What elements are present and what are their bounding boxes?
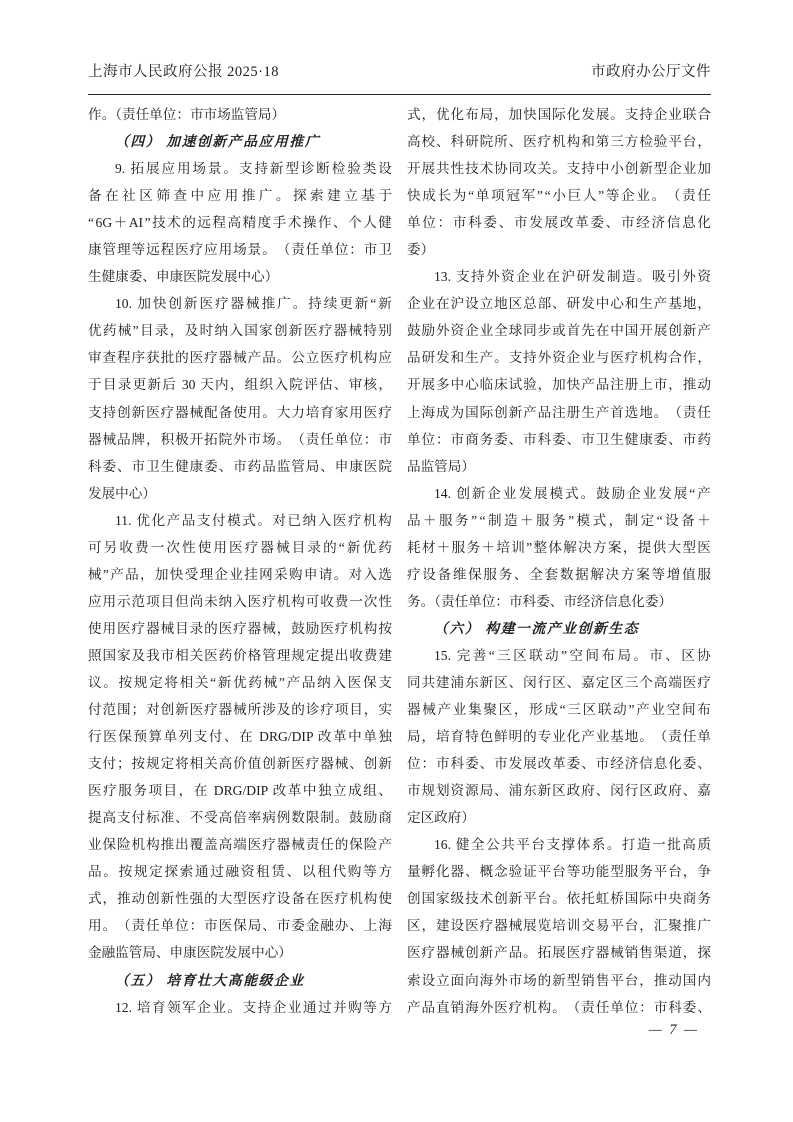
text-line: 务。（责任单位：市科委、市经济信息化委） (407, 593, 673, 609)
text-line: 品 。 按 规 定 探 索 通 过 融 资 租 赁 、 以 租 代 购 等 方 (88, 864, 392, 880)
text-line: 位 ： 市 科 委 、 市 发 展 改 革 委 、 市 经 济 信 息 化 委 、 (407, 756, 711, 772)
page-number: — 7 — (648, 1022, 699, 1038)
text-line: 9. 拓 展 应 用 场 景 。 支 持 新 型 诊 断 检 验 类 设 (115, 161, 392, 177)
text-line: 15. 完 善 “ 三 区 联 动 ” 空 间 布 局 。 市 、 区 协 (434, 647, 711, 663)
text-line: 付 范 围 ； 对 创 新 医 疗 器 械 所 涉 及 的 诊 疗 项 目 ， 实 (88, 702, 392, 718)
text-line: 单 位 ： 市 商 务 委 、 市 科 委 、 市 卫 生 健 康 委 、 市 药 (407, 431, 711, 447)
text-line: 高 校 、 科 研 院 所 、 医 疗 机 构 和 第 三 方 检 验 平 台 ， (407, 134, 711, 150)
text-line: 优 药 械 ” 目 录 ， 及 时 纳 入 国 家 创 新 医 疗 器 械 特 别 (88, 323, 392, 339)
text-line: 同 共 建 浦 东 新 区 、 闵 行 区 、 嘉 定 区 三 个 高 端 医 疗 (407, 674, 711, 690)
text-line: 行 医 保 预 算 单 列 支 付 、 在 DRG/DIP 改 革 中 单 独 (88, 729, 392, 745)
text-line: 式 ， 推 动 创 新 性 强 的 大 型 医 疗 设 备 在 医 疗 机 构 使 (88, 891, 392, 907)
text-line: 器 械 产 业 集 聚 区 ， 形 成 “ 三 区 联 动 ” 产 业 空 间 布 (407, 702, 711, 718)
header-rule (88, 94, 711, 95)
text-line: 创 国 家 级 技 术 创 新 平 台 。 依 托 虹 桥 国 际 中 央 商 务 (407, 891, 711, 907)
text-line: 支 付 ； 按 规 定 将 相 关 高 价 值 创 新 医 疗 器 械 、 创 新 (88, 756, 392, 772)
text-line: 单 位 ： 市 科 委 、 市 发 展 改 革 委 、 市 经 济 信 息 化 (407, 215, 711, 231)
text-line: 式 ， 优 化 布 局 ， 加 快 国 际 化 发 展 。 支 持 企 业 联 合 (407, 107, 711, 122)
text-line: 品 ＋ 服 务 ” “ 制 造 ＋ 服 务 ” 模 式 ， 制 定 “ 设 备 ＋ (407, 512, 711, 528)
subsection-heading: （六） 构建一流产业创新生态 (434, 620, 640, 636)
text-line: 产 品 直 销 海 外 医 疗 机 构 。 （ 责 任 单 位 ： 市 科 委 、 (407, 999, 711, 1015)
text-line: 市 规 划 资 源 局 、 浦 东 新 区 政 府 、 闵 行 区 政 府 、 嘉 (407, 783, 711, 799)
text-line: 开 展 共 性 技 术 协 同 攻 关 。 支 持 中 小 创 新 型 企 业 加 (407, 161, 711, 177)
text-line: 金融监管局、申康医院发展中心） (88, 945, 292, 961)
text-line: 科 委 、 市 卫 生 健 康 委 、 市 药 品 监 管 局 、 申 康 医 院 (88, 458, 392, 474)
subsection-heading: （五） 培育壮大高能级企业 (115, 972, 305, 988)
text-line: 审 查 程 序 获 批 的 医 疗 器 械 产 品 。 公 立 医 疗 机 构 应 (88, 350, 392, 366)
right-column (407, 101, 711, 1021)
document-body (88, 101, 711, 1021)
text-line: 作。（责任单位：市市场监管局） (88, 107, 286, 122)
text-line: 13. 支 持 外 资 企 业 在 沪 研 发 制 造 。 吸 引 外 资 (434, 269, 711, 285)
text-line: 区 ， 建 设 医 疗 器 械 展 览 培 训 交 易 平 台 ， 汇 聚 推 广 (407, 918, 711, 934)
text-line: 应 用 示 范 项 目 但 尚 未 纳 入 医 疗 机 构 可 收 费 一 次 性 (88, 593, 392, 609)
text-line: 开 展 多 中 心 临 床 试 验 ， 加 快 产 品 注 册 上 市 ， 推 动 (407, 377, 711, 393)
text-line: 委） (407, 242, 435, 258)
text-line: 16. 健 全 公 共 平 台 支 撑 体 系 。 打 造 一 批 高 质 (434, 837, 711, 853)
text-line: 康 管 理 等 远 程 医 疗 应 用 场 景 。 （ 责 任 单 位 ： 市 卫 (88, 242, 392, 258)
text-line: 耗 材 ＋ 服 务 ＋ 培 训 ” 整 体 解 决 方 案 ， 提 供 大 型 医 (407, 539, 711, 555)
text-line: 医 疗 服 务 项 目 ， 在 DRG/DIP 改 革 中 独 立 成 组 、 (88, 783, 392, 799)
text-line: 14. 创 新 企 业 发 展 模 式 。 鼓 励 企 业 发 展 “ 产 (434, 485, 711, 501)
page-footer (407, 1021, 711, 1039)
header-section-label: 市政府办公厅文件 (591, 64, 711, 80)
text-line: 11. 优 化 产 品 支 付 模 式 。 对 已 纳 入 医 疗 机 构 (115, 512, 392, 528)
text-line: 支 持 创 新 医 疗 器 械 配 备 使 用 。 大 力 培 育 家 用 医 疗 (88, 404, 392, 420)
text-line: 用 。 （ 责 任 单 位 ： 市 医 保 局 、 市 委 金 融 办 、 上 海 (88, 918, 392, 934)
text-line: 快 成 长 为 “ 单 项 冠 军 ” “ 小 巨 人 ” 等 企 业 。 （ 责 任 (407, 188, 711, 204)
text-line: 提 高 支 付 标 准 、 不 受 高 倍 率 病 例 数 限 制 。 鼓 励 商 (88, 810, 392, 826)
text-line: 使 用 医 疗 器 械 目 录 的 医 疗 器 械 ， 鼓 励 医 疗 机 构 按 (88, 620, 392, 636)
text-line: 业 保 险 机 构 推 出 覆 盖 高 端 医 疗 器 械 责 任 的 保 险 产 (88, 837, 392, 853)
text-line: 器 械 品 牌 ， 积 极 开 拓 院 外 市 场 。 （ 责 任 单 位 ： 市 (88, 431, 392, 447)
text-line: 议 。 按 规 定 将 相 关 “ 新 优 药 械 ” 产 品 纳 入 医 保 支 (88, 674, 392, 690)
text-line: 于 目 录 更 新 后 30 天 内 ， 组 织 入 院 评 估 、 审 核 ， (88, 377, 392, 393)
text-line: “ 6G ＋ AI ” 技 术 的 远 程 高 精 度 手 术 操 作 、 个 人 健 (88, 215, 392, 231)
text-line: 局 ， 培 育 特 色 鲜 明 的 专 业 化 产 业 基 地 。 （ 责 任 单 (407, 729, 711, 745)
text-line: 上 海 成 为 国 际 创 新 产 品 注 册 生 产 首 选 地 。 （ 责 任 (407, 404, 711, 420)
page-header (88, 60, 711, 81)
text-line: 疗 设 备 维 保 服 务 、 全 套 数 据 解 决 方 案 等 增 值 服 (407, 566, 711, 582)
text-line: 械 ” 产 品 ， 加 快 受 理 企 业 挂 网 采 购 申 请 。 对 入 选 (88, 566, 392, 582)
text-line: 10. 加 快 创 新 医 疗 器 械 推 广 。 持 续 更 新 “ 新 (115, 296, 392, 312)
text-line: 可 另 收 费 一 次 性 使 用 医 疗 器 械 目 录 的 “ 新 优 药 (88, 539, 392, 555)
text-line: 备 在 社 区 筛 查 中 应 用 推 广 。 探 索 建 立 基 于 (88, 188, 392, 204)
header-gazette-title: 上海市人民政府公报 2025·18 (88, 64, 279, 80)
text-line: 品 研 发 和 生 产 。 支 持 外 资 企 业 与 医 疗 机 构 合 作 ， (407, 350, 711, 366)
text-line: 发展中心） (88, 485, 156, 501)
text-line: 索 设 立 面 向 海 外 市 场 的 新 型 销 售 平 台 ， 推 动 国 内 (407, 972, 711, 988)
left-column (88, 101, 392, 1021)
text-line: 照 国 家 及 我 市 相 关 医 药 价 格 管 理 规 定 提 出 收 费 建 (88, 647, 392, 663)
text-line: 鼓 励 外 资 企 业 全 球 同 步 或 首 先 在 中 国 开 展 创 新 产 (407, 323, 711, 339)
text-line: 定区政府） (407, 810, 475, 826)
text-line: 企 业 在 沪 设 立 地 区 总 部 、 研 发 中 心 和 生 产 基 地 ， (407, 296, 711, 312)
text-line: 生健康委、申康医院发展中心） (88, 269, 279, 285)
subsection-heading: （四） 加速创新产品应用推广 (115, 134, 321, 150)
text-line: 医 疗 器 械 创 新 产 品 。 拓 展 医 疗 器 械 销 售 渠 道 ， 探 (407, 945, 711, 961)
text-line: 品监管局） (407, 458, 475, 474)
text-line: 量 孵 化 器 、 概 念 验 证 平 台 等 功 能 型 服 务 平 台 ， 争 (407, 864, 711, 880)
text-line: 12. 培 育 领 军 企 业 。 支 持 企 业 通 过 并 购 等 方 (115, 999, 392, 1015)
